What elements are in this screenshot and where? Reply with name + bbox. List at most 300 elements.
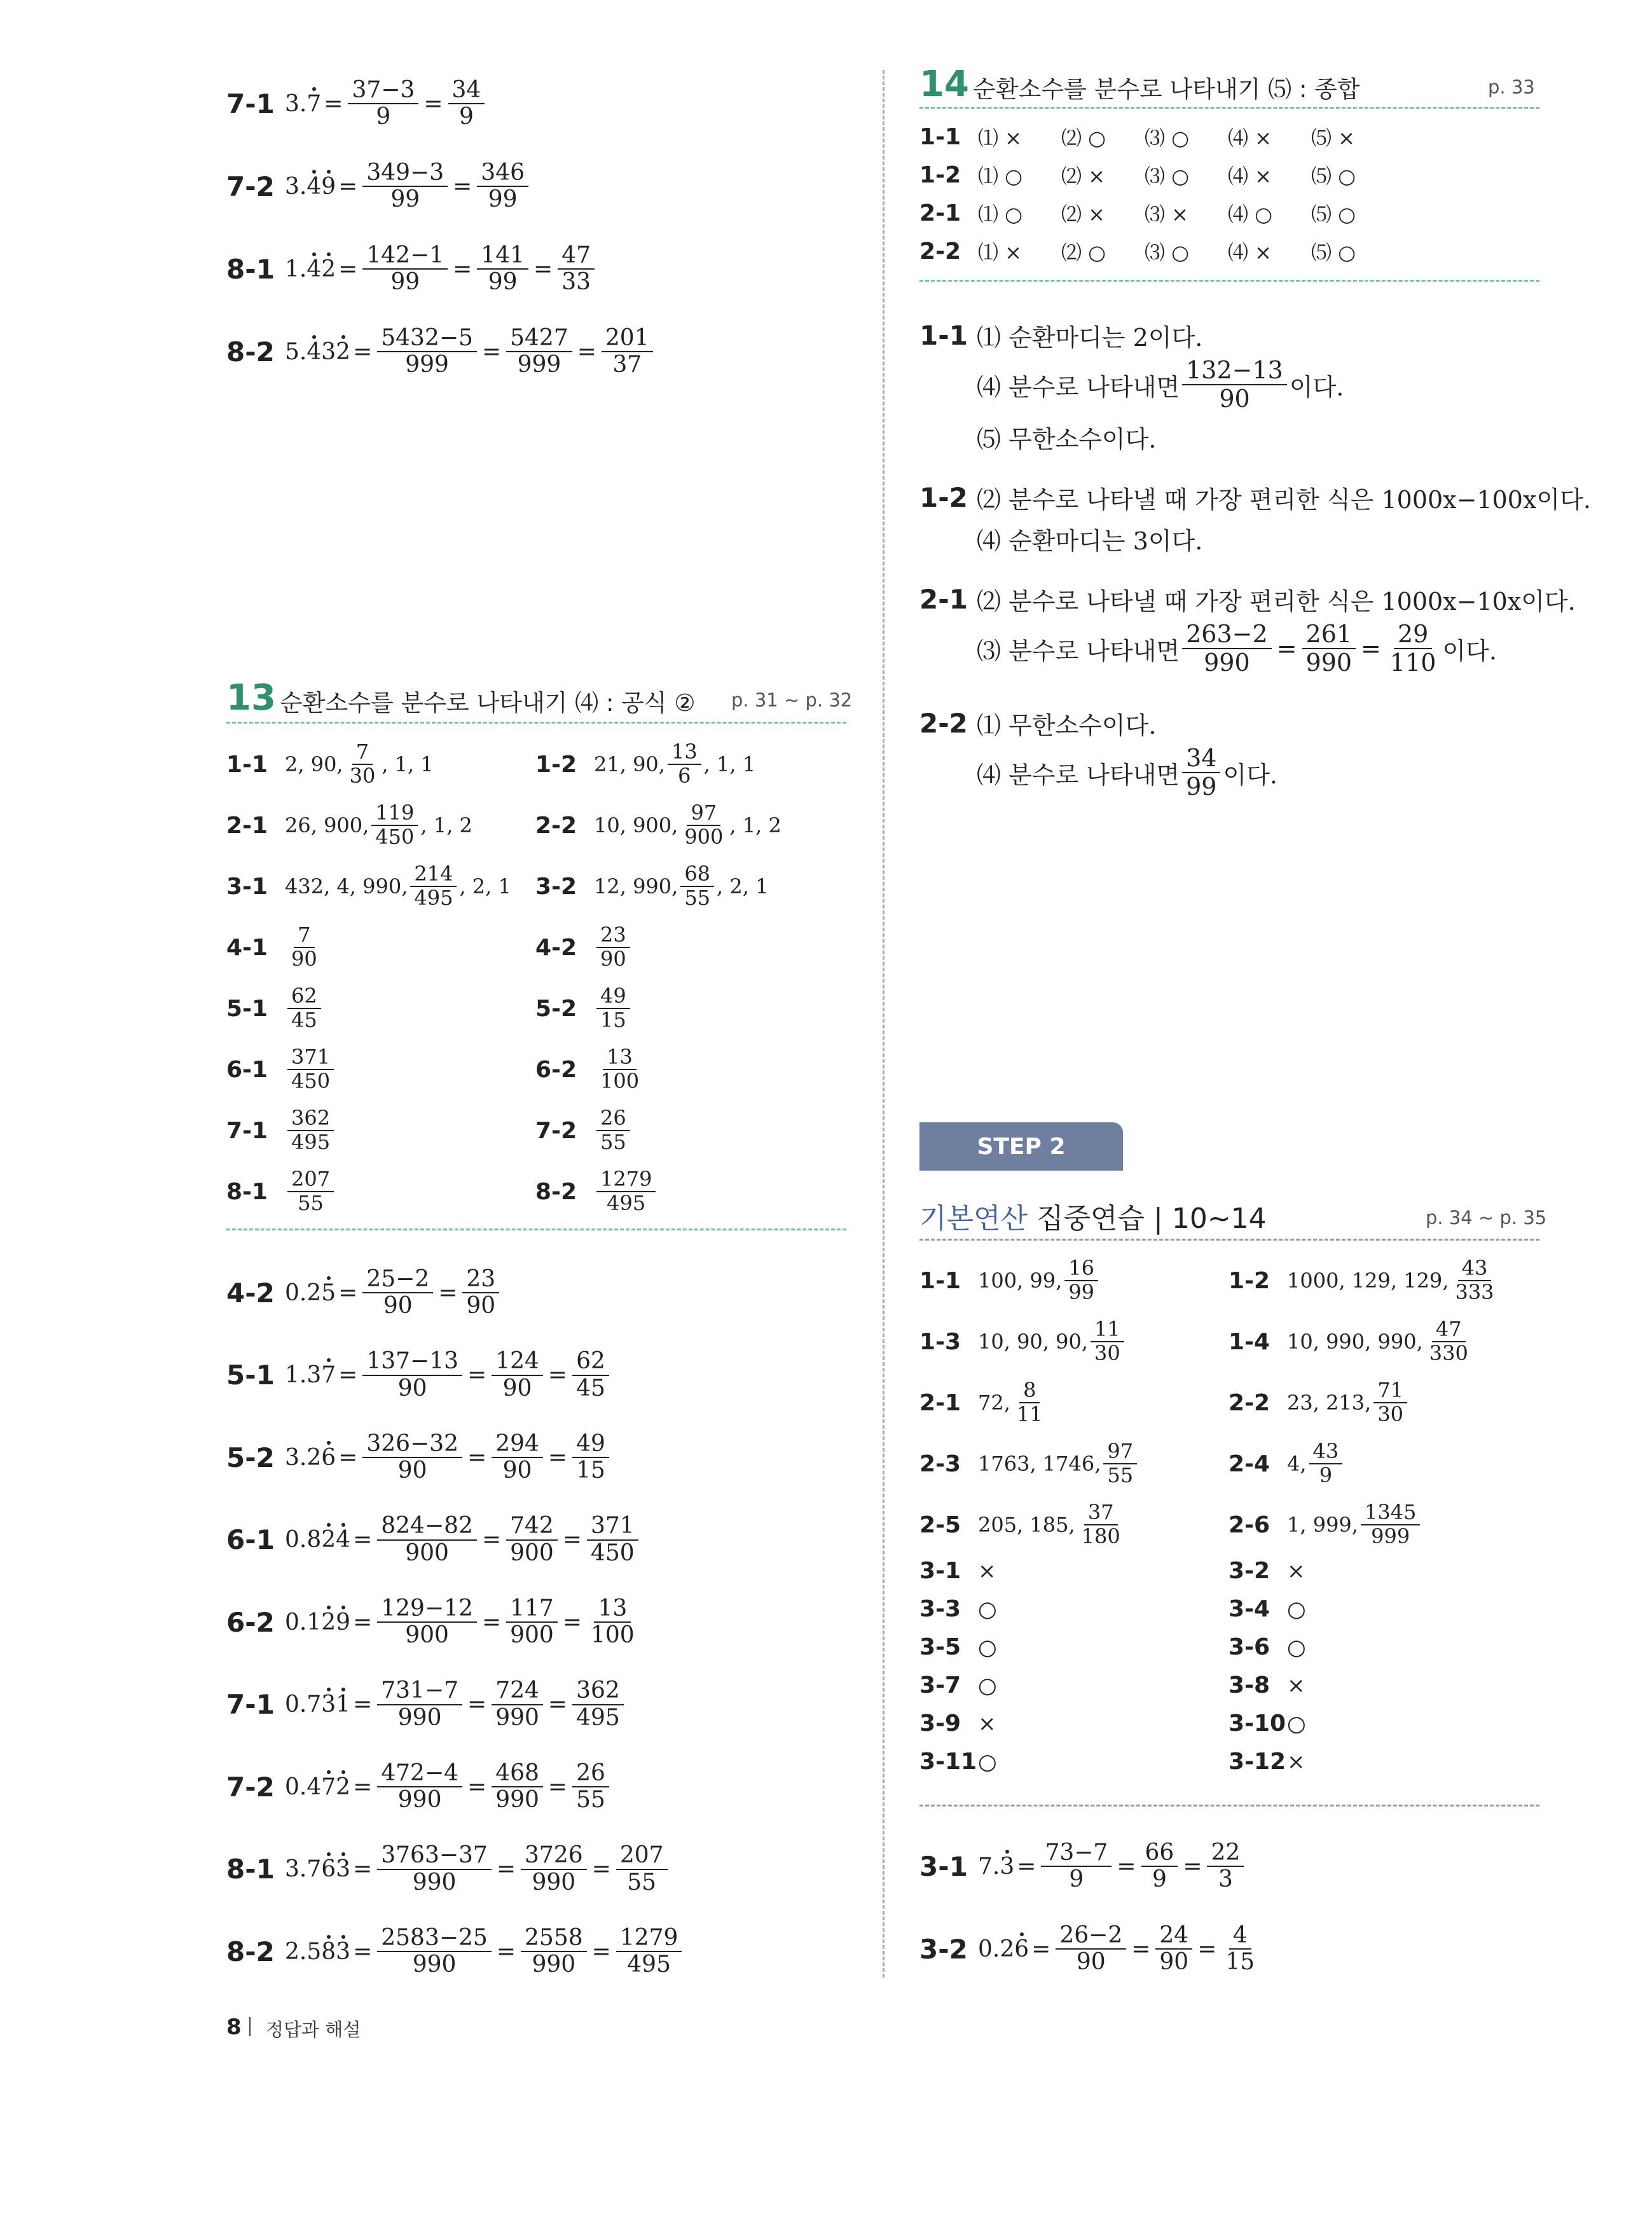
denominator: 90	[1159, 1949, 1189, 1975]
ox-item	[1229, 1558, 1305, 1584]
repeating-digit: 9	[336, 1609, 351, 1635]
item-label: 1-4	[1229, 1328, 1270, 1355]
fraction	[587, 1513, 638, 1566]
section-14-rule	[919, 107, 1539, 109]
numerator: 8	[1019, 1379, 1040, 1403]
fraction	[492, 1431, 543, 1484]
equals-sign: =	[1183, 1853, 1202, 1880]
numerator: 71	[1373, 1379, 1407, 1403]
equals-sign: =	[577, 338, 596, 365]
fraction	[371, 802, 418, 849]
numerator: 201	[602, 326, 653, 352]
equals-sign: =	[338, 1362, 358, 1388]
item-label: 3-4	[1229, 1596, 1270, 1622]
repeating-digit: 3	[336, 1856, 351, 1882]
expl-text: 이다.	[1289, 373, 1344, 401]
answer-item	[1229, 1315, 1475, 1368]
equals-sign: =	[467, 1691, 487, 1717]
item-label: 3-6	[1229, 1634, 1270, 1660]
ox-answer: ⑶ ○	[1145, 126, 1190, 150]
numerator: 129−12	[377, 1596, 477, 1623]
equals-sign: =	[562, 1527, 582, 1553]
equals-sign: =	[496, 1938, 516, 1965]
denominator: 990	[495, 1787, 539, 1813]
equation-row	[226, 158, 531, 215]
item-label: 8-2	[226, 1936, 275, 1967]
ox-mark: ○	[978, 1634, 997, 1660]
item-label: 3-1	[919, 1850, 968, 1882]
answer-item	[919, 1498, 1127, 1552]
equals-sign: =	[353, 1691, 373, 1717]
numerator: 16	[1064, 1257, 1098, 1281]
fraction	[1222, 1923, 1258, 1976]
decimal-value: 0.824	[285, 1527, 351, 1553]
denominator: 900	[510, 1539, 554, 1566]
fraction	[1373, 1379, 1407, 1426]
equals-sign: =	[467, 1444, 487, 1471]
equation-row	[226, 1758, 612, 1815]
equation-row	[226, 323, 656, 380]
expl-label: 2-2	[919, 708, 968, 739]
fraction	[1182, 357, 1287, 412]
item-label: 7-1	[226, 1689, 275, 1720]
item-label: 2-1	[226, 812, 268, 839]
answer-item	[1229, 1254, 1501, 1307]
fraction	[377, 1678, 462, 1731]
expl-text: ⑵ 분수로 나타낼 때 가장 편리한 식은 1000x−100x이다.	[977, 486, 1591, 514]
item-label: 7-1	[226, 1117, 268, 1144]
fraction	[377, 1761, 462, 1814]
fraction	[492, 1349, 543, 1401]
equals-sign: =	[1031, 1936, 1051, 1962]
denominator: 495	[576, 1704, 620, 1731]
item-label: 6-2	[535, 1056, 577, 1083]
answer-item	[1229, 1376, 1410, 1429]
equals-sign: =	[481, 1527, 502, 1553]
denominator: 90	[397, 1375, 427, 1401]
answer-text: 4,	[1287, 1452, 1307, 1476]
denominator: 333	[1455, 1280, 1494, 1304]
denominator: 990	[1305, 649, 1353, 677]
denominator: 110	[1389, 649, 1436, 677]
fraction	[596, 924, 630, 971]
expl-text: ⑷ 순환마디는 3이다.	[977, 527, 1203, 555]
denominator: 90	[600, 947, 626, 971]
equals-sign: =	[1197, 1936, 1217, 1962]
numerator: 66	[1141, 1840, 1178, 1867]
fraction	[362, 1349, 462, 1401]
denominator: 15	[576, 1457, 605, 1483]
item-label: 2-4	[1229, 1450, 1270, 1477]
numerator: 362	[572, 1678, 624, 1705]
equals-sign: =	[591, 1938, 611, 1965]
fraction	[680, 802, 727, 849]
item-label: 3-9	[919, 1710, 961, 1737]
denominator: 90	[466, 1293, 496, 1319]
fraction	[558, 243, 595, 296]
denominator: 495	[291, 1130, 331, 1154]
ox-mark: ○	[978, 1749, 997, 1775]
ox-answer: ⑵ ×	[1061, 202, 1105, 226]
answer-text: 1763, 1746,	[978, 1452, 1101, 1476]
fraction	[596, 1168, 656, 1215]
equals-sign: =	[496, 1856, 516, 1882]
numerator: 62	[287, 985, 321, 1009]
denominator: 15	[1225, 1949, 1255, 1975]
fraction	[572, 1761, 609, 1814]
item-label: 3-1	[226, 873, 268, 900]
fraction	[572, 1431, 609, 1484]
numerator: 207	[616, 1843, 668, 1869]
numerator: 3763−37	[377, 1843, 492, 1869]
fraction	[377, 1843, 492, 1896]
numerator: 47	[1432, 1318, 1466, 1342]
numerator: 207	[287, 1168, 334, 1192]
numerator: 742	[506, 1513, 558, 1540]
numerator: 326−32	[362, 1431, 462, 1458]
denominator: 9	[1069, 1866, 1084, 1892]
fraction	[1141, 1840, 1178, 1893]
denominator: 450	[291, 1069, 331, 1093]
repeating-digit: 4	[336, 1527, 351, 1553]
numerator: 1279	[596, 1168, 656, 1192]
denominator: 45	[576, 1375, 605, 1401]
answer-text: , 1, 2	[729, 813, 781, 837]
item-label: 3-7	[919, 1672, 961, 1698]
answer-item	[226, 921, 324, 974]
item-label: 2-1	[919, 1389, 961, 1416]
fraction	[1013, 1379, 1047, 1426]
answer-text: 21, 90,	[594, 752, 665, 776]
answer-item	[226, 982, 324, 1035]
item-label: 7-2	[226, 1771, 275, 1803]
numerator: 472−4	[377, 1761, 462, 1787]
repeating-digit: 2	[321, 256, 336, 282]
denominator: 100	[600, 1069, 640, 1093]
item-label: 5-1	[226, 995, 268, 1022]
equals-sign: =	[547, 1362, 568, 1388]
step-2-title	[919, 1195, 1267, 1236]
denominator: 37	[612, 352, 642, 378]
ox-row	[919, 122, 1394, 151]
answer-item	[535, 799, 781, 852]
ox-answer: ⑸ ○	[1311, 164, 1356, 188]
numerator: 263−2	[1182, 621, 1272, 649]
step-2-badge: STEP 2	[919, 1122, 1123, 1171]
numerator: 4	[1229, 1923, 1251, 1950]
numerator: 43	[1458, 1257, 1492, 1281]
section-13-number: 13	[226, 677, 276, 719]
fraction	[362, 1267, 433, 1319]
denominator: 99	[1186, 773, 1217, 801]
item-label: 1-1	[919, 123, 961, 150]
equals-sign: =	[338, 1279, 358, 1306]
ox-answer: ⑷ ×	[1228, 164, 1272, 188]
denominator: 990	[412, 1951, 457, 1978]
denominator: 999	[517, 352, 561, 378]
numerator: 97	[1103, 1440, 1137, 1464]
denominator: 90	[502, 1375, 532, 1401]
numerator: 73−7	[1041, 1840, 1112, 1867]
ox-mark: ×	[1287, 1749, 1305, 1775]
numerator: 346	[477, 160, 528, 187]
numerator: 2583−25	[377, 1925, 492, 1952]
expl-label: 1-1	[919, 320, 968, 351]
numerator: 2558	[521, 1925, 587, 1952]
expl-text: 이다.	[1223, 761, 1277, 789]
repeating-digit: 7	[321, 1773, 336, 1800]
repeating-digit: 6	[1014, 1936, 1029, 1962]
fraction	[521, 1925, 587, 1978]
equation-row	[919, 1920, 1261, 1978]
answer-item	[226, 1165, 336, 1218]
fraction	[362, 1431, 462, 1484]
answer-text: 10, 990, 990,	[1287, 1330, 1423, 1354]
denominator: 55	[627, 1869, 657, 1896]
decimal-value: 0.129	[285, 1609, 351, 1635]
numerator: 68	[680, 863, 714, 887]
answer-item	[919, 1376, 1049, 1429]
fraction	[362, 160, 448, 213]
repeating-digit: 7	[321, 1362, 336, 1388]
repeating-digit: 7	[306, 90, 322, 117]
numerator: 49	[596, 985, 630, 1009]
numerator: 49	[572, 1431, 609, 1458]
step-2-divider	[919, 1805, 1539, 1807]
item-label: 2-5	[919, 1511, 961, 1538]
section-14-pages: p. 33	[1488, 76, 1535, 98]
repeating-digit: 4	[306, 338, 322, 365]
numerator: 124	[492, 1349, 543, 1375]
denominator: 990	[532, 1951, 576, 1978]
ox-item	[1229, 1672, 1305, 1698]
denominator: 99	[1068, 1280, 1095, 1304]
numerator: 132−13	[1182, 357, 1287, 385]
numerator: 362	[287, 1107, 334, 1131]
denominator: 180	[1081, 1524, 1120, 1548]
answer-text: 205, 185,	[978, 1513, 1075, 1537]
ox-answer: ⑶ ×	[1145, 202, 1188, 226]
ox-mark: ○	[1287, 1634, 1306, 1660]
denominator: 55	[576, 1787, 605, 1813]
fraction	[1078, 1501, 1124, 1548]
ox-item	[1229, 1634, 1306, 1660]
ox-mark: ×	[1287, 1672, 1305, 1698]
column-divider	[883, 70, 885, 1978]
equation-row	[226, 1676, 626, 1733]
fraction	[506, 326, 572, 378]
item-label: 2-2	[919, 238, 961, 265]
fraction	[506, 1513, 558, 1566]
fraction	[377, 326, 477, 378]
denominator: 90	[1219, 385, 1250, 413]
equals-sign: =	[547, 1691, 568, 1717]
equation-row	[226, 1593, 641, 1651]
denominator: 450	[375, 825, 415, 849]
fraction	[572, 1349, 609, 1401]
denominator: 45	[291, 1008, 317, 1032]
decimal-value: 0.731	[285, 1691, 351, 1717]
answer-item	[226, 738, 434, 791]
numerator: 371	[287, 1046, 334, 1070]
fraction	[1064, 1257, 1098, 1304]
section-14-divider	[919, 280, 1539, 282]
expl-label: 1-2	[919, 482, 968, 513]
answer-text: , 1, 1	[382, 752, 434, 776]
numerator: 3726	[521, 1843, 587, 1869]
numerator: 468	[492, 1761, 543, 1787]
item-label: 5-2	[226, 1442, 275, 1473]
answer-text: 23, 213,	[1287, 1391, 1372, 1415]
fraction	[596, 1107, 630, 1154]
denominator: 55	[600, 1130, 626, 1154]
denominator: 100	[591, 1622, 635, 1648]
item-label: 1-2	[1229, 1267, 1270, 1294]
answer-item	[226, 1043, 336, 1096]
ox-item	[1229, 1710, 1306, 1737]
equation-row	[226, 1923, 684, 1980]
denominator: 990	[532, 1869, 576, 1896]
numerator: 824−82	[377, 1513, 477, 1540]
equation-row	[226, 1264, 502, 1321]
item-label: 3-12	[1229, 1749, 1286, 1775]
ox-answer: ⑷ ○	[1228, 202, 1273, 226]
decimal-value: 3.763	[285, 1856, 351, 1882]
answer-item	[535, 1043, 645, 1096]
denominator: 55	[684, 886, 711, 910]
fraction	[680, 863, 714, 910]
ox-mark: ○	[1287, 1596, 1306, 1622]
denominator: 900	[405, 1539, 449, 1566]
decimal-value: 2.583	[285, 1938, 351, 1965]
denominator: 99	[488, 186, 518, 212]
item-label: 2-6	[1229, 1511, 1270, 1538]
equation-row	[226, 1429, 612, 1486]
left-divider	[226, 1229, 846, 1230]
numerator: 13	[594, 1596, 631, 1623]
equals-sign: =	[1117, 1853, 1136, 1880]
repeating-digit: 9	[321, 173, 336, 200]
numerator: 5427	[506, 326, 572, 352]
numerator: 26	[596, 1107, 630, 1131]
numerator: 29	[1394, 621, 1432, 649]
equals-sign: =	[453, 256, 472, 282]
equation-row	[226, 1841, 670, 1898]
answer-text: 26, 900,	[285, 813, 369, 837]
answer-text: 432, 4, 990,	[285, 874, 408, 898]
fraction	[1426, 1318, 1472, 1365]
equals-sign: =	[533, 256, 553, 282]
fraction	[1386, 621, 1440, 676]
denominator: 900	[405, 1622, 449, 1648]
answer-item	[535, 738, 755, 791]
denominator: 495	[414, 886, 453, 910]
fraction	[616, 1843, 668, 1896]
numerator: 141	[477, 243, 528, 270]
expl-text: ⑴ 무한소수이다.	[977, 712, 1157, 740]
repeating-digit: 3	[336, 1938, 351, 1965]
ox-item	[919, 1634, 997, 1660]
equals-sign: =	[353, 1856, 373, 1882]
answer-item	[919, 1254, 1101, 1307]
repeating-digit: 3	[1000, 1853, 1015, 1880]
denominator: 990	[397, 1704, 442, 1731]
section-13-title: 순환소수를 분수로 나타내기 ⑷ : 공식 ②	[280, 689, 696, 717]
fraction	[287, 924, 321, 971]
ox-item	[919, 1710, 996, 1737]
expl-text: 이다.	[1442, 637, 1497, 665]
answer-text: , 1, 2	[420, 813, 472, 837]
numerator: 26−2	[1056, 1923, 1126, 1950]
equals-sign: =	[353, 1527, 373, 1553]
equals-sign: =	[438, 1279, 458, 1306]
answer-text: 12, 990,	[594, 874, 678, 898]
fraction	[506, 1596, 558, 1649]
answer-item	[535, 921, 633, 974]
item-label: 8-1	[226, 1178, 268, 1205]
answer-item	[226, 860, 511, 913]
item-label: 2-3	[919, 1450, 961, 1477]
ox-item	[1229, 1596, 1306, 1622]
item-label: 2-2	[535, 812, 577, 839]
equals-sign: =	[1017, 1853, 1036, 1880]
item-label: 3-10	[1229, 1710, 1286, 1737]
fraction	[377, 1925, 492, 1978]
ox-answer: ⑶ ○	[1145, 240, 1190, 265]
section-13-rule	[226, 722, 846, 724]
numerator: 25−2	[362, 1267, 433, 1293]
item-label: 8-2	[226, 336, 275, 368]
repeating-digit: 8	[321, 1938, 336, 1965]
item-label: 1-2	[535, 751, 577, 778]
decimal-value: 3.26	[285, 1444, 336, 1471]
step-2-rule	[919, 1239, 1539, 1241]
answer-item	[1229, 1498, 1422, 1552]
denominator: 990	[412, 1869, 457, 1896]
equals-sign: =	[1276, 635, 1297, 663]
numerator: 1345	[1361, 1501, 1420, 1525]
numerator: 349−3	[362, 160, 448, 187]
numerator: 34	[448, 78, 485, 104]
ox-answer: ⑴ ○	[978, 202, 1023, 226]
repeating-digit: 4	[306, 173, 322, 200]
expl-text: ⑷ 분수로 나타내면	[977, 761, 1180, 789]
fraction	[668, 741, 701, 788]
ox-answer: ⑷ ×	[1228, 240, 1272, 265]
equation-row	[226, 1511, 641, 1569]
denominator: 9	[1319, 1463, 1333, 1487]
numerator: 142−1	[362, 243, 448, 270]
fraction	[1309, 1440, 1343, 1487]
item-label: 4-1	[226, 934, 268, 961]
step-2-pages: p. 34 ~ p. 35	[1426, 1207, 1547, 1229]
numerator: 13	[603, 1046, 637, 1070]
item-label: 6-2	[226, 1606, 275, 1638]
equals-sign: =	[324, 90, 343, 117]
numerator: 34	[1182, 745, 1220, 773]
ox-item	[919, 1596, 997, 1622]
item-label: 1-2	[919, 162, 961, 188]
answer-text: 72,	[978, 1391, 1010, 1415]
fraction	[287, 985, 321, 1032]
expl-text: ⑶ 분수로 나타내면	[977, 637, 1180, 665]
item-label: 8-1	[226, 1854, 275, 1885]
ox-row	[919, 160, 1394, 189]
ox-answer: ⑵ ○	[1061, 240, 1106, 265]
numerator: 43	[1309, 1440, 1343, 1464]
fraction	[477, 160, 528, 213]
denominator: 990	[495, 1704, 539, 1731]
